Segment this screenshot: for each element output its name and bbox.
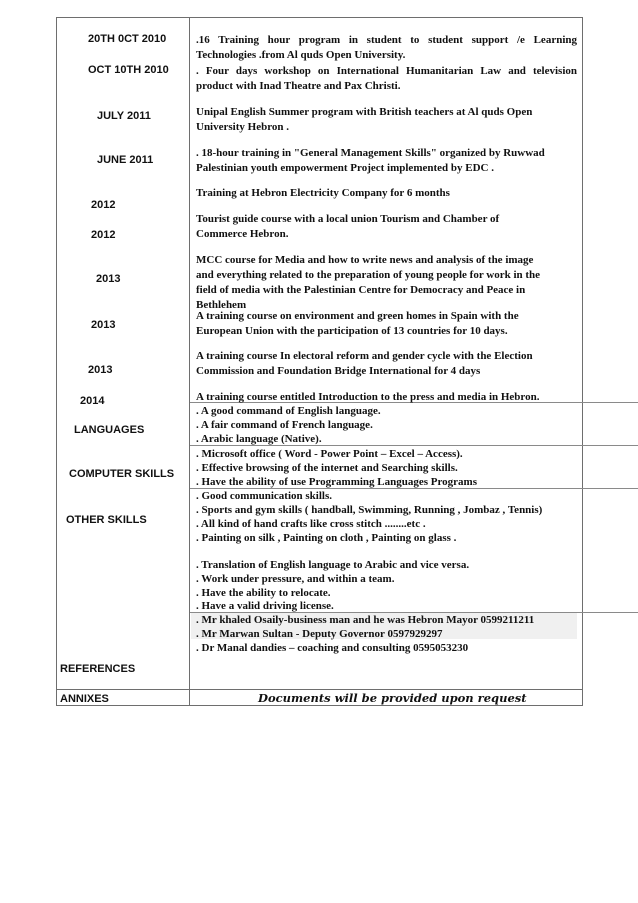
reference-item: . Mr khaled Osaily-business man and he was Hebron Mayor 0599211211 bbox=[196, 614, 535, 626]
language-item: . Arabic language (Native). bbox=[196, 433, 322, 445]
training-line: Technologies .from Al quds Open University. bbox=[196, 49, 406, 61]
date-label: 2013 bbox=[91, 319, 116, 331]
reference-item: . Mr Marwan Sultan - Deputy Governor 0597929297 bbox=[196, 628, 443, 640]
training-line: and everything related to the preparation of young people for work in the bbox=[196, 269, 541, 281]
training-line: . 18-hour training in "General Management Skills" organized by Ruwwad bbox=[196, 147, 545, 159]
other-skill-item: . Painting on silk , Painting on cloth , Painting on glass . bbox=[196, 532, 457, 544]
language-item: . A good command of English language. bbox=[196, 405, 381, 417]
computer-skill-item: . Effective browsing of the internet and Searching skills. bbox=[196, 462, 458, 474]
column-divider bbox=[189, 17, 190, 706]
training-line: . Four days workshop on International Humanitarian Law and television bbox=[196, 65, 577, 77]
training-line: A training course In electoral reform and gender cycle with the Election bbox=[196, 350, 533, 362]
computer-skills-label: COMPUTER SKILLS bbox=[69, 468, 175, 480]
training-line: Training at Hebron Electricity Company for 6 months bbox=[196, 187, 450, 199]
training-line: Palestinian youth empowerment Project implemented by EDC . bbox=[196, 162, 494, 174]
date-label: JUNE 2011 bbox=[97, 154, 154, 166]
other-skill-item: . Sports and gym skills ( handball, Swimming, Running , Jombaz , Tennis) bbox=[196, 504, 543, 516]
other-skill-item: . Good communication skills. bbox=[196, 490, 332, 502]
date-label: JULY 2011 bbox=[97, 110, 151, 122]
date-label: 2012 bbox=[91, 199, 116, 211]
other-skill-item: . Work under pressure, and within a team. bbox=[196, 573, 395, 585]
language-item: . A fair command of French language. bbox=[196, 419, 373, 431]
annexes-label: ANNIXES bbox=[60, 693, 109, 705]
date-label: 2013 bbox=[88, 364, 113, 376]
training-line: MCC course for Media and how to write news and analysis of the image bbox=[196, 254, 534, 266]
training-line: product with Inad Theatre and Pax Christi. bbox=[196, 80, 401, 92]
date-label: 20TH 0CT 2010 bbox=[88, 33, 167, 45]
computer-skill-item: . Have the ability of use Programming Languages Programs bbox=[196, 476, 477, 488]
date-label: 2012 bbox=[91, 229, 116, 241]
other-skill-item: . All kind of hand crafts like cross stitch ........etc . bbox=[196, 518, 426, 530]
languages-label: LANGUAGES bbox=[74, 424, 145, 436]
training-line: University Hebron . bbox=[196, 121, 289, 133]
other-skills-label: OTHER SKILLS bbox=[66, 514, 147, 526]
computer-skill-item: . Microsoft office ( Word - Power Point – Excel – Access). bbox=[196, 448, 463, 460]
training-line: .16 Training hour program in student to student support /e Learning bbox=[196, 34, 577, 46]
date-label: 2013 bbox=[96, 273, 121, 285]
training-line: Commerce Hebron. bbox=[196, 228, 289, 240]
references-label: REFERENCES bbox=[60, 663, 136, 675]
training-line: Commission and Foundation Bridge International for 4 days bbox=[196, 365, 481, 377]
training-line: A training course on environment and green homes in Spain with the bbox=[196, 310, 519, 322]
training-line: A training course entitled Introduction to the press and media in Hebron. bbox=[196, 391, 540, 403]
training-line: Tourist guide course with a local union Tourism and Chamber of bbox=[196, 213, 500, 225]
other-skill-item: . Have the ability to relocate. bbox=[196, 587, 331, 599]
training-line: Bethlehem bbox=[196, 299, 247, 311]
other-skill-item: . Have a valid driving license. bbox=[196, 600, 334, 612]
date-label: 2014 bbox=[80, 395, 105, 407]
training-line: field of media with the Palestinian Centre for Democracy and Peace in bbox=[196, 284, 526, 296]
row-divider bbox=[56, 689, 583, 690]
reference-item: . Dr Manal dandies – coaching and consulting 0595053230 bbox=[196, 642, 469, 654]
date-label: OCT 10TH 2010 bbox=[88, 64, 169, 76]
other-skill-item: . Translation of English language to Arabic and vice versa. bbox=[196, 559, 470, 571]
training-line: Unipal English Summer program with British teachers at Al quds Open bbox=[196, 106, 533, 118]
annexes-note: Documents will be provided upon request bbox=[258, 691, 527, 705]
training-line: European Union with the participation of 13 countries for 10 days. bbox=[196, 325, 508, 337]
